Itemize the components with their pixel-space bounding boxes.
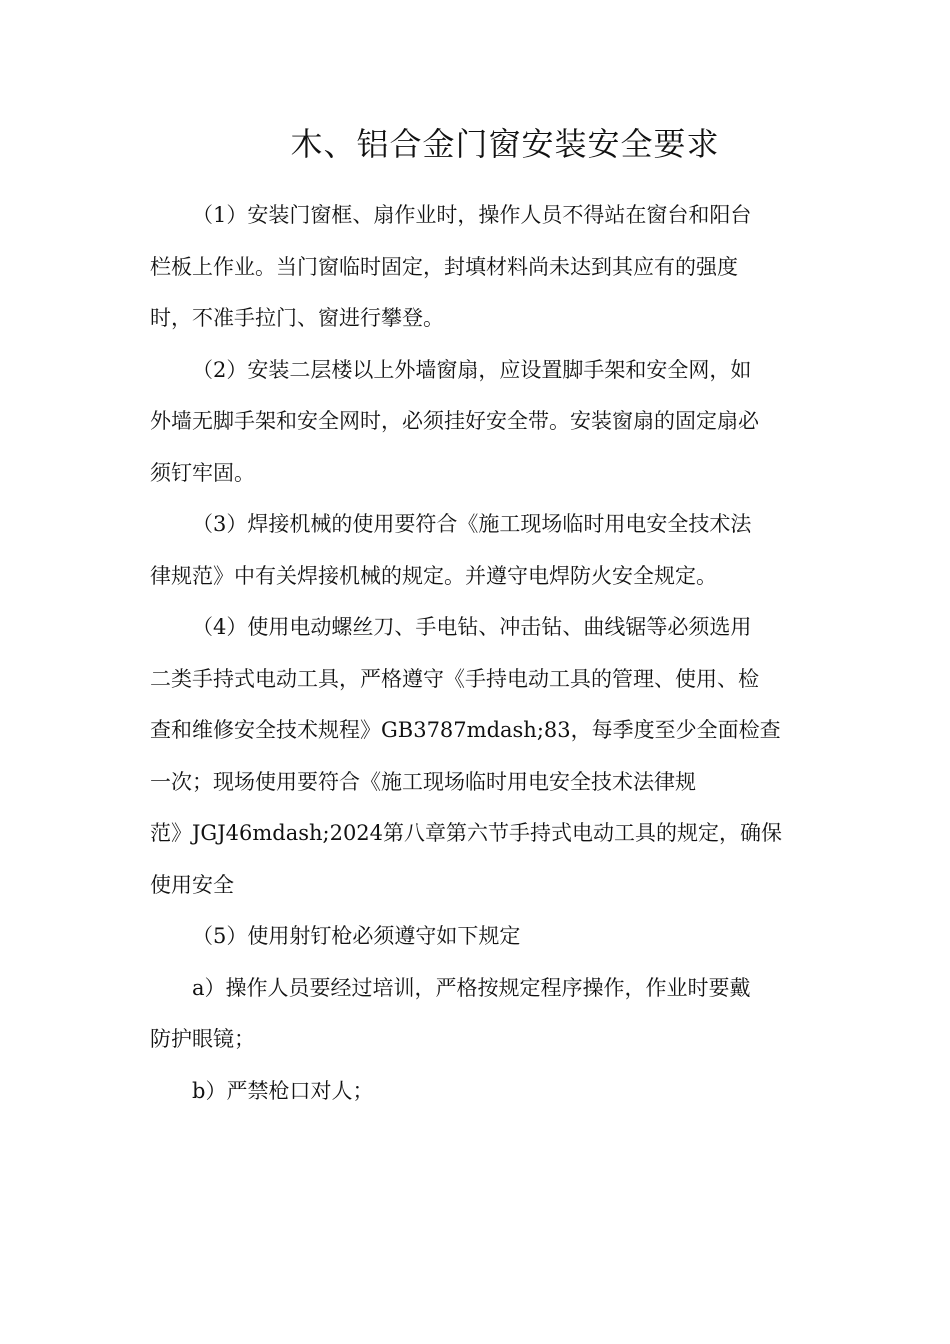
- paragraph-line: 查和维修安全技术规程》GB3787mdash;83，每季度至少全面检查: [150, 718, 781, 742]
- paragraph-line: 防护眼镜；: [150, 1027, 255, 1051]
- paragraph-line: 须钉牢固。: [150, 460, 255, 485]
- paragraph-4: [150, 602, 800, 911]
- paragraph-line: 范》JGJ46mdash;2024第八章第六节手持式电动工具的规定，确保: [150, 821, 783, 845]
- paragraph-line: 一次；现场使用要符合《施工现场临时用电安全技术法律规: [150, 769, 696, 794]
- paragraph-line: 使用安全: [150, 872, 234, 897]
- paragraph-line: （2）安装二层楼以上外墙窗扇，应设置脚手架和安全网，如: [192, 357, 752, 382]
- paragraph-line: （1）安装门窗框、扇作业时，操作人员不得站在窗台和阳台: [192, 203, 752, 227]
- paragraph-line: （3）焊接机械的使用要符合《施工现场临时用电安全技术法: [192, 512, 752, 536]
- paragraph-2: [150, 345, 800, 500]
- paragraph-line: 栏板上作业。当门窗临时固定，封填材料尚未达到其应有的强度: [150, 254, 738, 279]
- paragraph-line: 时，不准手拉门、窗进行攀登。: [150, 306, 444, 330]
- paragraph-1: [150, 190, 800, 345]
- document-body: [150, 190, 800, 1117]
- paragraph-line: 二类手持式电动工具，严格遵守《手持电动工具的管理、使用、检: [150, 666, 759, 691]
- paragraph-line: a）操作人员要经过培训，严格按规定程序操作，作业时要戴: [192, 975, 751, 1000]
- paragraph-5: [150, 911, 800, 963]
- paragraph-line: 外墙无脚手架和安全网时，必须挂好安全带。安装窗扇的固定扇必: [150, 409, 759, 433]
- paragraph-line: b）严禁枪口对人；: [192, 1078, 374, 1103]
- paragraph-line: 律规范》中有关焊接机械的规定。并遵守电焊防火安全规定。: [150, 563, 717, 588]
- paragraph-line: （5）使用射钉枪必须遵守如下规定: [192, 924, 521, 948]
- paragraph-7: [150, 1066, 800, 1118]
- paragraph-line: （4）使用电动螺丝刀、手电钻、冲击钻、曲线锯等必须选用: [192, 615, 752, 639]
- paragraph-3: [150, 499, 800, 602]
- paragraph-6: [150, 963, 800, 1066]
- document-title: 木、铝合金门窗安装安全要求: [290, 125, 720, 163]
